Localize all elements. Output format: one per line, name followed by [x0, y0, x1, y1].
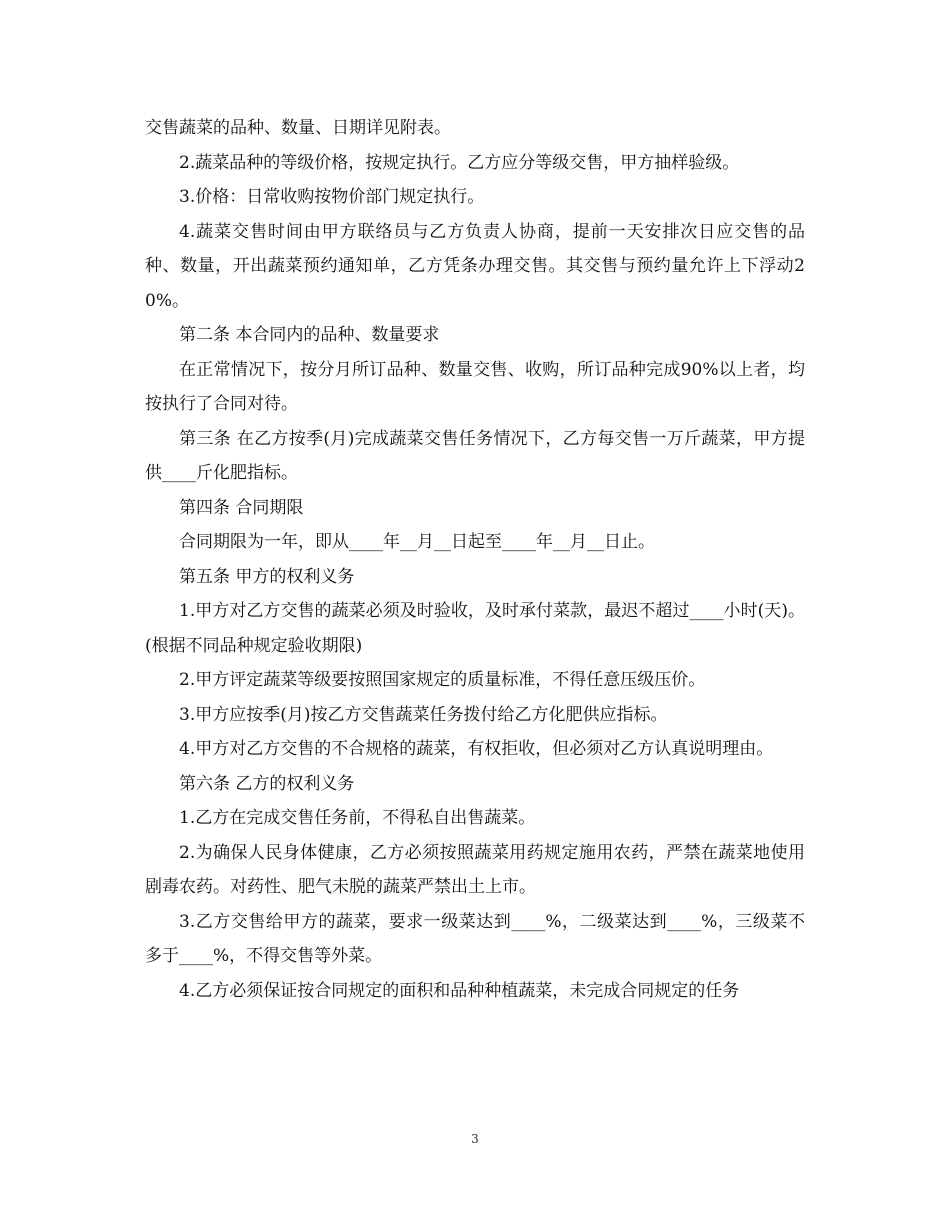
paragraph: 交售蔬菜的品种、数量、日期详见附表。	[145, 118, 451, 138]
paragraph: 4.甲方对乙方交售的不合规格的蔬菜，有权拒收，但必须对乙方认真说明理由。	[179, 739, 774, 759]
paragraph: 2.甲方评定蔬菜等级要按照国家规定的质量标准，不得任意压级压价。	[179, 670, 706, 690]
document-body	[145, 111, 805, 1008]
paragraph: 1.甲方对乙方交售的蔬菜必须及时验收，及时承付菜款，最迟不超过____小时(天)。(根据不同品种规定验收期限)	[145, 601, 805, 656]
paragraph: 4.蔬菜交售时间由甲方联络员与乙方负责人协商，提前一天安排次日应交售的品种、数量，开出蔬菜预约通知单，乙方凭条办理交售。其交售与预约量允许上下浮动20%。	[145, 221, 805, 311]
paragraph: 1.乙方在完成交售任务前，不得私自出售蔬菜。	[179, 808, 536, 828]
paragraph: 3.乙方交售给甲方的蔬菜，要求一级菜达到____%，二级菜达到____%，三级菜不多于____%，不得交售等外菜。	[145, 911, 805, 966]
paragraph: 3.甲方应按季(月)按乙方交售蔬菜任务拨付给乙方化肥供应指标。	[179, 704, 668, 725]
paragraph: 3.价格：日常收购按物价部门规定执行。	[179, 187, 485, 207]
paragraph: 2.蔬菜品种的等级价格，按规定执行。乙方应分等级交售，甲方抽样验级。	[179, 152, 740, 173]
section-heading: 第六条 乙方的权利义务	[179, 773, 355, 794]
paragraph: 在正常情况下，按分月所订品种、数量交售、收购，所订品种完成90%以上者，均按执行了合同对待。	[145, 359, 805, 414]
section-heading: 第五条 甲方的权利义务	[179, 566, 355, 587]
section-heading: 第二条 本合同内的品种、数量要求	[179, 325, 440, 345]
paragraph: 4.乙方必须保证按合同规定的面积和品种种植蔬菜，未完成合同规定的任务	[179, 980, 740, 1001]
paragraph: 第三条 在乙方按季(月)完成蔬菜交售任务情况下，乙方每交售一万斤蔬菜，甲方提供____斤化肥指标。	[145, 428, 805, 483]
page-number: 3	[471, 1132, 479, 1146]
paragraph: 2.为确保人民身体健康，乙方必须按照蔬菜用药规定施用农药，严禁在蔬菜地使用剧毒农药。对药性、肥气未脱的蔬菜严禁出土上市。	[145, 842, 805, 897]
paragraph: 合同期限为一年，即从____年__月__日起至____年__月__日止。	[179, 532, 655, 552]
section-heading: 第四条 合同期限	[179, 497, 304, 518]
